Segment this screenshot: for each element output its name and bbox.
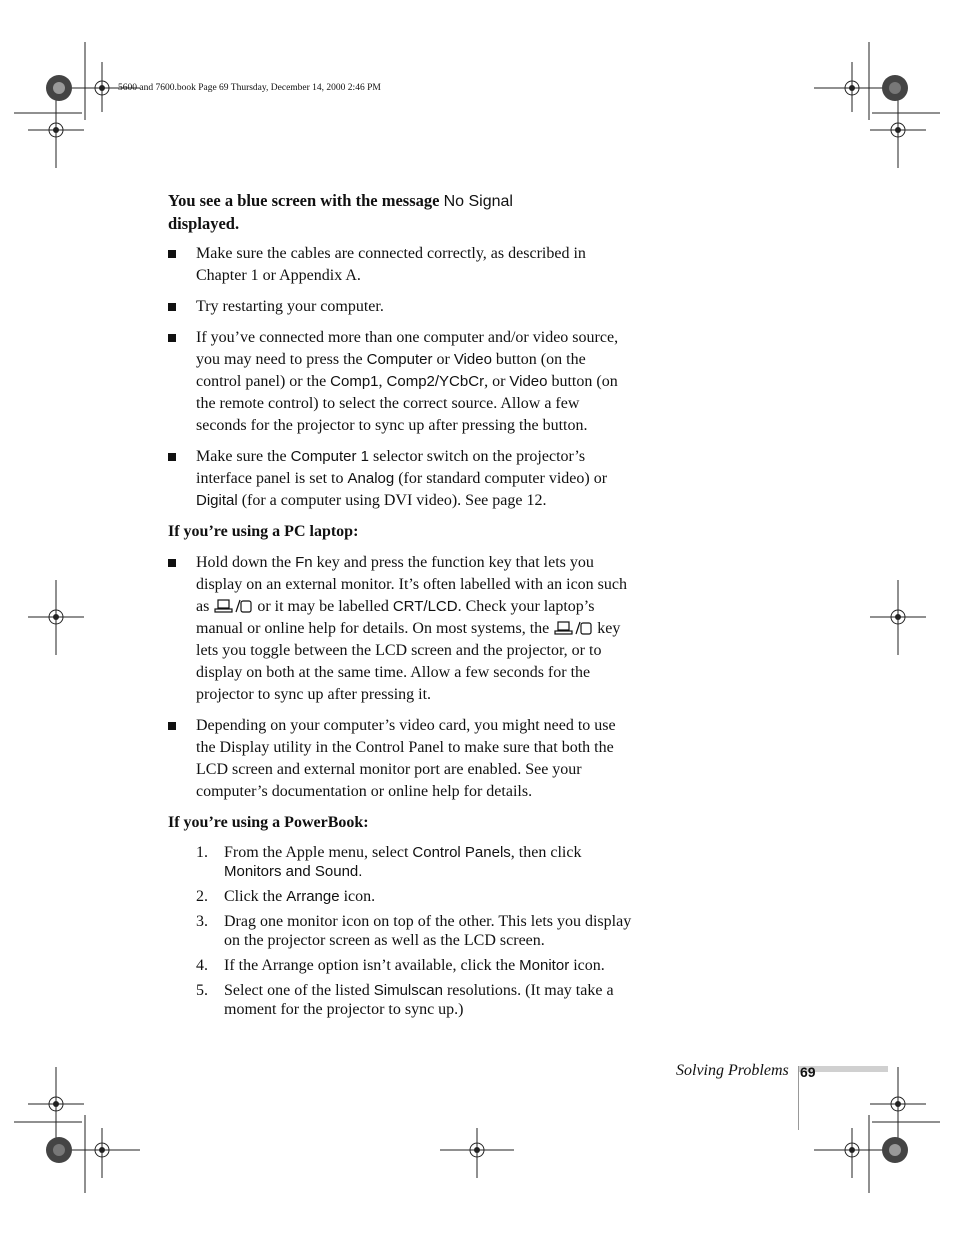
list-item: Make sure the Computer 1 selector switch on the projector’s interface panel is set to Analog (for standard computer video) or Digital (for a computer using DVI video). See page 12. — [168, 446, 632, 512]
list-item: Depending on your computer’s video card, you might need to use the Display utility in the Control Panel to make sure that both the LCD screen and external monitor port are enabled. See your computer’s documentation or online help for details. — [168, 715, 632, 803]
list-item: Try restarting your computer. — [168, 296, 632, 318]
page-content — [168, 190, 632, 1025]
list-item: Hold down the Fn key and press the function key that lets you display on an external monitor. It’s often labelled with an icon such as or it may be labelled CRT/LCD. Check your laptop’s manual or online help for details. On most systems, the key lets you toggle between the LCD screen and the projector, or to display on both at the same time. Allow a few seconds for the projector to sync up after pressing it. — [168, 552, 632, 706]
numbered-step: 4. If the Arrange option isn’t available, click the Monitor icon. — [196, 957, 605, 974]
list-item: If you’ve connected more than one computer and/or video source, you may need to press the Computer or Video button (on the control panel) or the Comp1, Comp2/YCbCr, or Video button (on the remote control) to select the correct source. Allow a few seconds for the projector to sync up after pressing the button. — [168, 327, 632, 437]
numbered-step: 5. Select one of the listed Simulscan resolutions. (It may take a moment for the projector to sync up.) — [196, 982, 614, 1018]
heading-code: No Signal — [443, 193, 513, 210]
footer-rule — [798, 1066, 799, 1130]
page-number: 69 — [800, 1064, 816, 1080]
numbered-step: 2. Click the Arrange icon. — [196, 888, 376, 905]
print-header: 5600 and 7600.book Page 69 Thursday, December 14, 2000 2:46 PM — [118, 83, 381, 93]
numbered-step: 3. Drag one monitor icon on top of the other. This lets you display on the projector screen as well as the LCD screen. — [196, 913, 632, 949]
bullet-square-icon — [168, 453, 176, 461]
bullet-square-icon — [168, 334, 176, 342]
subheading-powerbook: If you’re using a PowerBook: — [168, 814, 369, 831]
section-heading — [168, 190, 632, 235]
numbered-step: 1. From the Apple menu, select Control Panels, then click Monitors and Sound. — [196, 844, 582, 880]
list-item: Make sure the cables are connected correctly, as described in Chapter 1 or Appendix A. — [168, 243, 632, 287]
heading-text-end: displayed. — [168, 214, 240, 233]
bullet-square-icon — [168, 303, 176, 311]
lcd-crt-toggle-icon — [553, 620, 593, 636]
lcd-crt-toggle-icon — [213, 598, 253, 614]
bullet-square-icon — [168, 250, 176, 258]
bullet-square-icon — [168, 722, 176, 730]
heading-text: You see a blue screen with the message — [168, 191, 444, 210]
bullet-square-icon — [168, 559, 176, 567]
footer-section-title: Solving Problems — [676, 1062, 789, 1079]
subheading-pc-laptop: If you’re using a PC laptop: — [168, 523, 359, 540]
